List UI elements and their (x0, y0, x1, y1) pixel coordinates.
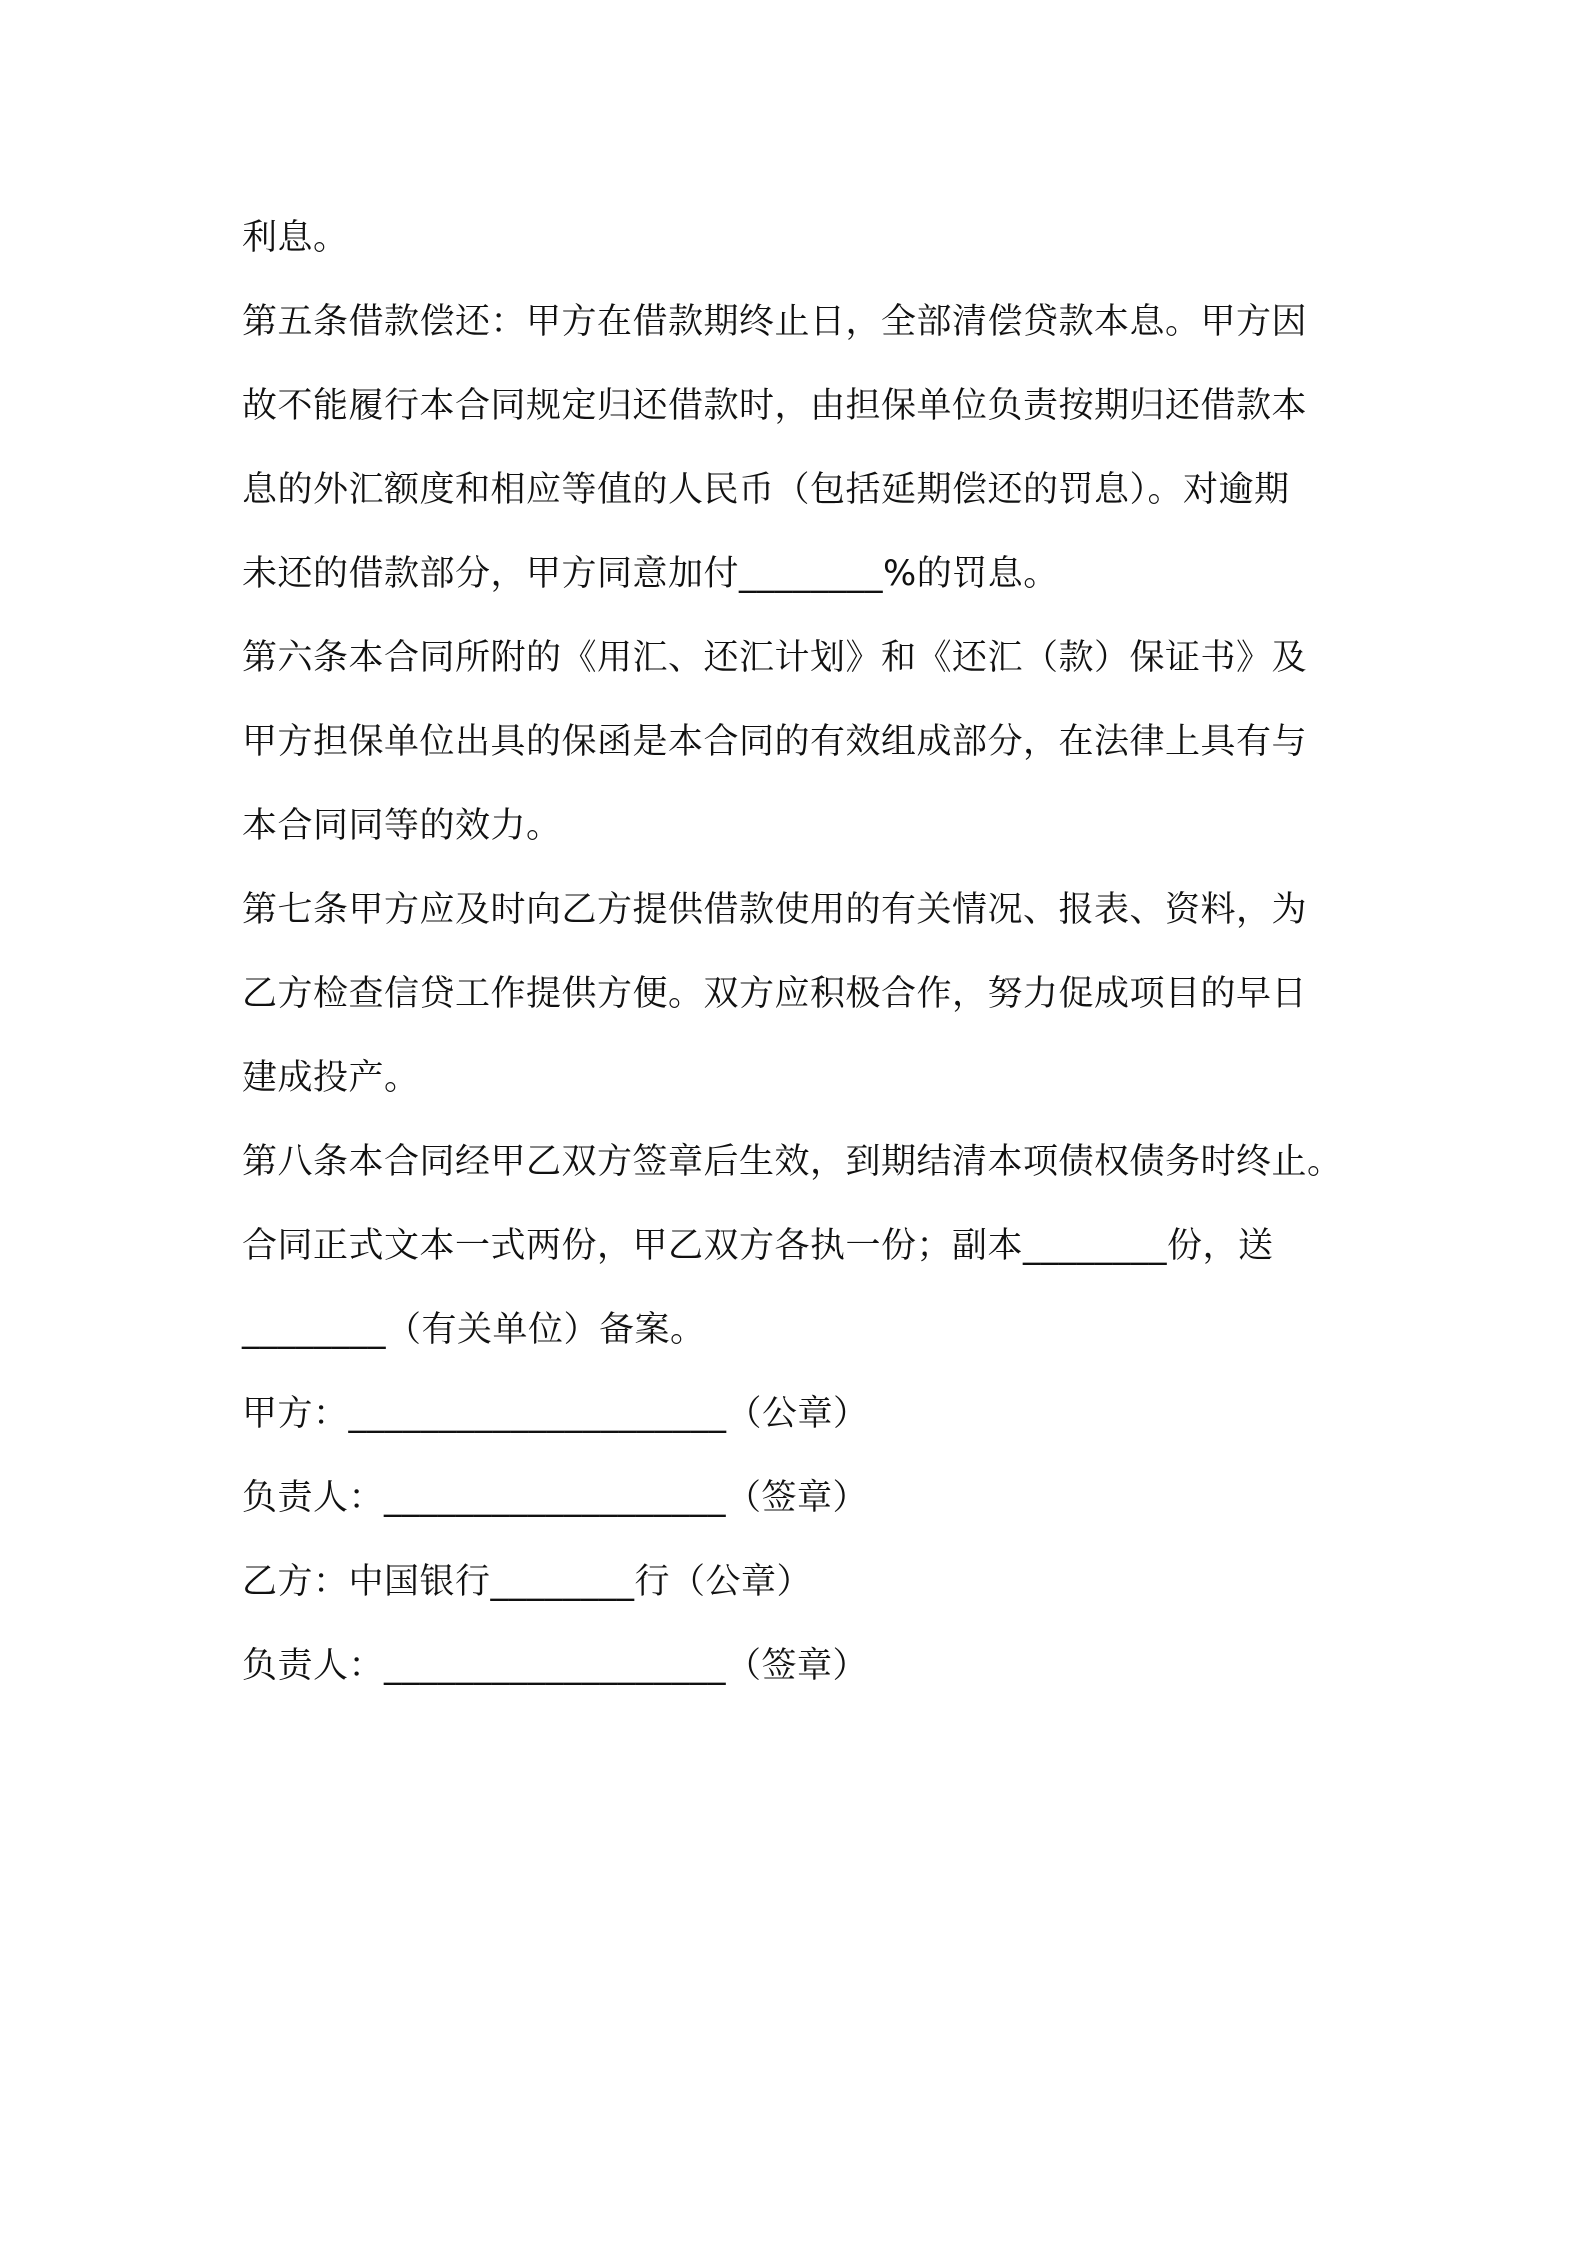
article-5-line-2: 故不能履行本合同规定归还借款时，由担保单位负责按期归还借款本 (242, 386, 1308, 426)
party-b-signature-line: 乙方：中国银行________行（公章） (242, 1562, 813, 1602)
article-6-line-1: 第六条本合同所附的《用汇、还汇计划》和《还汇（款）保证书》及 (242, 638, 1308, 678)
article-5-line-3: 息的外汇额度和相应等值的人民币（包括延期偿还的罚息）。对逾期 (242, 470, 1290, 510)
text-line-interest: 利息。 (242, 218, 349, 258)
party-a-representative-line: 负责人：___________________（签章） (242, 1478, 869, 1518)
party-b-representative-line: 负责人：___________________（签章） (242, 1646, 869, 1686)
article-5-line-4: 未还的借款部分，甲方同意加付________%的罚息。 (242, 554, 1059, 594)
article-8-line-3: ________（有关单位）备案。 (242, 1310, 706, 1350)
article-5-line-1: 第五条借款偿还：甲方在借款期终止日，全部清偿贷款本息。甲方因 (242, 302, 1308, 342)
article-6-line-3: 本合同同等的效力。 (242, 806, 562, 846)
article-7-line-1: 第七条甲方应及时向乙方提供借款使用的有关情况、报表、资料，为 (242, 890, 1308, 930)
contract-text (242, 196, 1382, 1708)
article-7-line-2: 乙方检查信贷工作提供方便。双方应积极合作，努力促成项目的早日 (242, 974, 1308, 1014)
article-8-line-1: 第八条本合同经甲乙双方签章后生效，到期结清本项债权债务时终止。 (242, 1142, 1343, 1182)
article-6-line-2: 甲方担保单位出具的保函是本合同的有效组成部分，在法律上具有与 (242, 722, 1308, 762)
article-8-line-2: 合同正式文本一式两份，甲乙双方各执一份；副本________份，送 (242, 1226, 1274, 1266)
party-a-signature-line: 甲方：_____________________（公章） (242, 1394, 869, 1434)
article-7-line-3: 建成投产。 (242, 1058, 420, 1098)
